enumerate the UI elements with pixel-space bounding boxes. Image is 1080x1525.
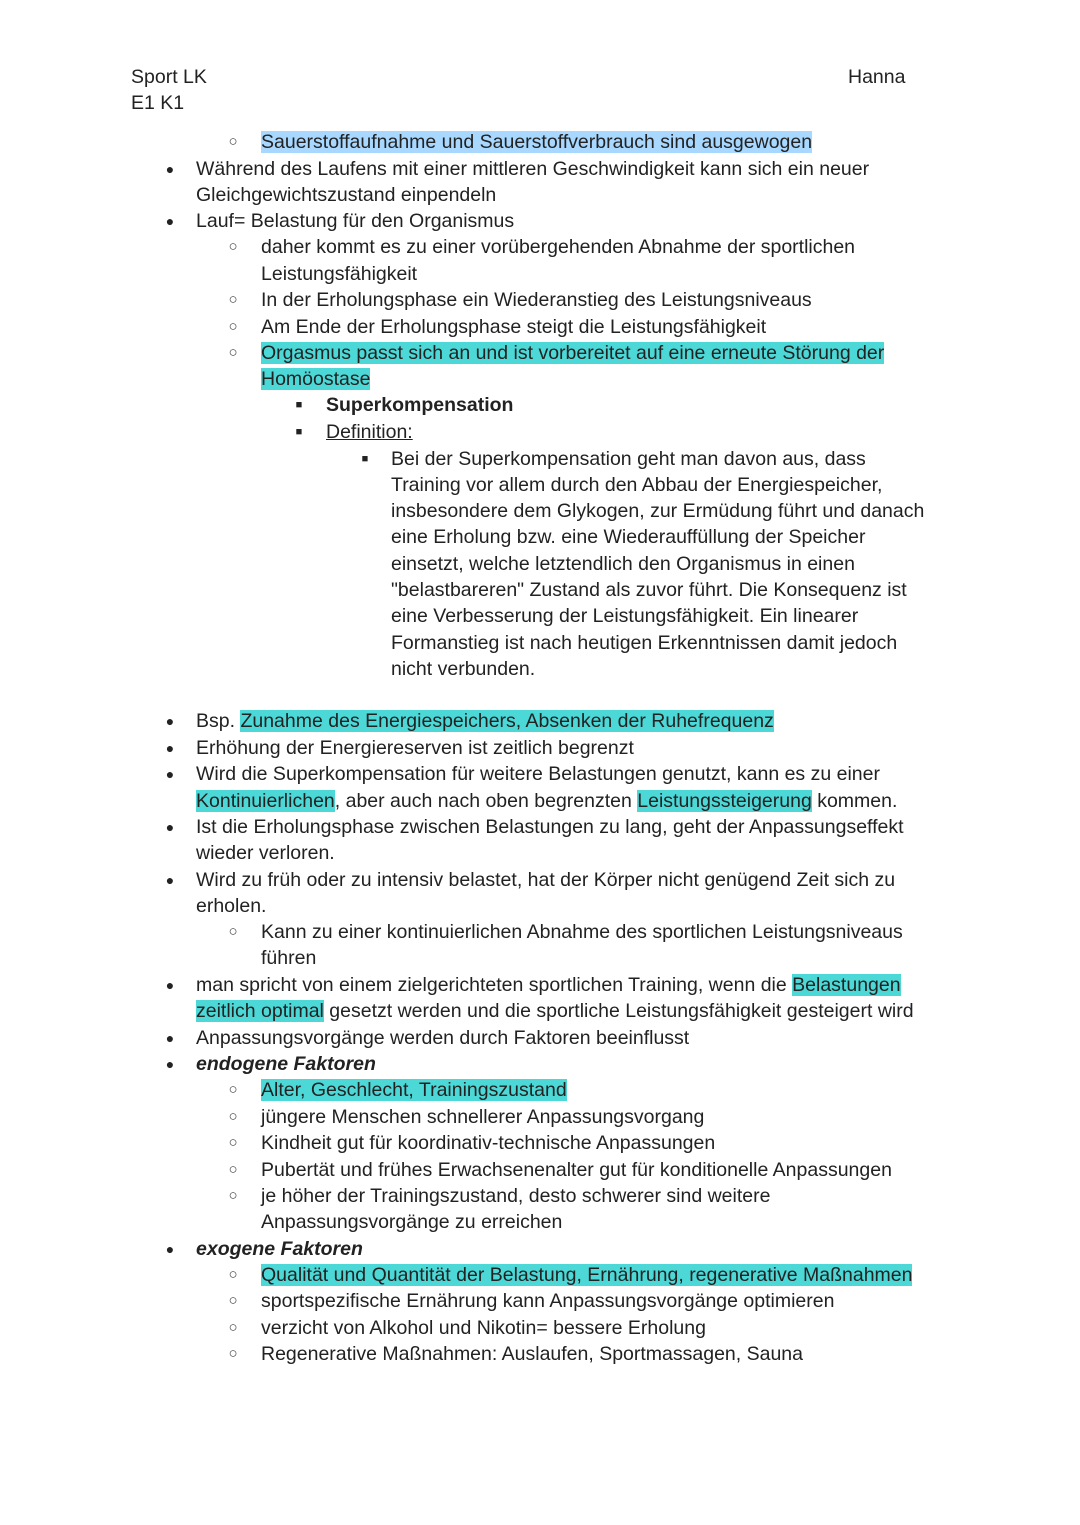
list-item: Definition:: [326, 421, 413, 443]
section-heading: exogene Faktoren: [196, 1238, 363, 1260]
hollow-bullet-icon: ○: [228, 238, 238, 255]
bullet-icon: ●: [165, 1056, 175, 1072]
hollow-bullet-icon: ○: [228, 1081, 238, 1098]
bullet-icon: ●: [165, 161, 175, 177]
list-item: jüngere Menschen schnellerer Anpassungsvorgang: [261, 1106, 705, 1128]
definition-line: eine Verbesserung der Leistungsfähigkeit. Ein linearer: [391, 605, 859, 627]
list-item-cont: Kontinuierlichen, aber auch nach oben begrenzten Leistungssteigerung kommen.: [196, 790, 898, 812]
hollow-bullet-icon: ○: [228, 1161, 238, 1178]
bullet-icon: ●: [165, 213, 175, 229]
hollow-bullet-icon: ○: [228, 1187, 238, 1204]
list-item: In der Erholungsphase ein Wiederanstieg des Leistungsniveaus: [261, 289, 812, 311]
course-title: Sport LK: [131, 66, 207, 88]
definition-line: Formanstieg ist nach heutigen Erkenntnissen damit jedoch: [391, 632, 898, 654]
definition-line: eine Erholung bzw. eine Wiederauffüllung der Speicher: [391, 526, 866, 548]
hollow-bullet-icon: ○: [228, 1319, 238, 1336]
list-item: Sauerstoffaufnahme und Sauerstoffverbrauch sind ausgewogen: [261, 131, 813, 153]
hollow-bullet-icon: ○: [228, 1108, 238, 1125]
list-item: Pubertät und frühes Erwachsenenalter gut für konditionelle Anpassungen: [261, 1159, 892, 1181]
definition-line: insbesondere dem Glykogen, zur Ermüdung führt und danach: [391, 500, 925, 522]
list-item-cont: erholen.: [196, 895, 267, 917]
list-item: Anpassungsvorgänge werden durch Faktoren beeinflusst: [196, 1027, 690, 1049]
hollow-bullet-icon: ○: [228, 1345, 238, 1362]
bullet-icon: ●: [165, 766, 175, 782]
hollow-bullet-icon: ○: [228, 318, 238, 335]
list-item-cont: wieder verloren.: [196, 842, 335, 864]
list-item: Qualität und Quantität der Belastung, Ernährung, regenerative Maßnahmen: [261, 1264, 913, 1286]
list-item: man spricht von einem zielgerichteten sportlichen Training, wenn die Belastungen: [196, 974, 901, 996]
definition-line: "belastbareren" Zustand als zuvor führt. Die Konsequenz ist: [391, 579, 907, 601]
bullet-icon: ●: [165, 977, 175, 993]
list-item: Orgasmus passt sich an und ist vorbereitet auf eine erneute Störung der: [261, 342, 885, 364]
bullet-icon: ●: [165, 819, 175, 835]
list-item: Regenerative Maßnahmen: Auslaufen, Sportmassagen, Sauna: [261, 1343, 804, 1365]
square-bullet-icon: ■: [295, 426, 303, 438]
hollow-bullet-icon: ○: [228, 291, 238, 308]
list-item: je höher der Trainingszustand, desto schwerer sind weitere: [261, 1185, 771, 1207]
list-item: Während des Laufens mit einer mittleren Geschwindigkeit kann sich ein neuer: [196, 158, 870, 180]
list-item-cont: Homöostase: [261, 368, 371, 390]
definition-line: Bei der Superkompensation geht man davon aus, dass: [391, 448, 866, 470]
list-item-cont: Leistungsfähigkeit: [261, 263, 418, 285]
list-item-cont: Anpassungsvorgänge zu erreichen: [261, 1211, 563, 1233]
bullet-icon: ●: [165, 713, 175, 729]
square-bullet-icon: ■: [361, 453, 369, 465]
hollow-bullet-icon: ○: [228, 1266, 238, 1283]
definition-line: nicht verbunden.: [391, 658, 536, 680]
bullet-icon: ●: [165, 740, 175, 756]
list-item-cont: führen: [261, 947, 317, 969]
list-item: Ist die Erholungsphase zwischen Belastungen zu lang, geht der Anpassungseffekt: [196, 816, 904, 838]
section-heading: endogene Faktoren: [196, 1053, 376, 1075]
list-item: Am Ende der Erholungsphase steigt die Leistungsfähigkeit: [261, 316, 767, 338]
hollow-bullet-icon: ○: [228, 923, 238, 940]
list-item: Superkompensation: [326, 394, 514, 416]
list-item: Lauf= Belastung für den Organismus: [196, 210, 515, 232]
unit-code: E1 K1: [131, 92, 185, 114]
definition-line: einsetzt, welche letztendlich den Organismus in einen: [391, 553, 855, 575]
bullet-icon: ●: [165, 872, 175, 888]
square-bullet-icon: ■: [295, 399, 303, 411]
list-item: Erhöhung der Energiereserven ist zeitlich begrenzt: [196, 737, 634, 759]
list-item: daher kommt es zu einer vorübergehenden Abnahme der sportlichen: [261, 236, 856, 258]
list-item-cont: Gleichgewichtszustand einpendeln: [196, 184, 497, 206]
hollow-bullet-icon: ○: [228, 1134, 238, 1151]
list-item-cont: zeitlich optimal gesetzt werden und die sportliche Leistungsfähigkeit gesteigert wird: [196, 1000, 914, 1022]
bullet-icon: ●: [165, 1030, 175, 1046]
list-item: Alter, Geschlecht, Trainingszustand: [261, 1079, 567, 1101]
list-item: Wird zu früh oder zu intensiv belastet, hat der Körper nicht genügend Zeit sich zu: [196, 869, 896, 891]
definition-line: Training vor allem durch den Abbau der Energiespeicher,: [391, 474, 883, 496]
bullet-icon: ●: [165, 1241, 175, 1257]
list-item: Bsp. Zunahme des Energiespeichers, Absenken der Ruhefrequenz: [196, 710, 774, 732]
hollow-bullet-icon: ○: [228, 344, 238, 361]
hollow-bullet-icon: ○: [228, 1292, 238, 1309]
author-name: Hanna: [848, 66, 906, 88]
list-item: Wird die Superkompensation für weitere Belastungen genutzt, kann es zu einer: [196, 763, 880, 785]
list-item: sportspezifische Ernährung kann Anpassungsvorgänge optimieren: [261, 1290, 835, 1312]
list-item: Kindheit gut für koordinativ-technische Anpassungen: [261, 1132, 716, 1154]
hollow-bullet-icon: ○: [228, 133, 238, 150]
list-item: Kann zu einer kontinuierlichen Abnahme des sportlichen Leistungsniveaus: [261, 921, 903, 943]
list-item: verzicht von Alkohol und Nikotin= bessere Erholung: [261, 1317, 706, 1339]
